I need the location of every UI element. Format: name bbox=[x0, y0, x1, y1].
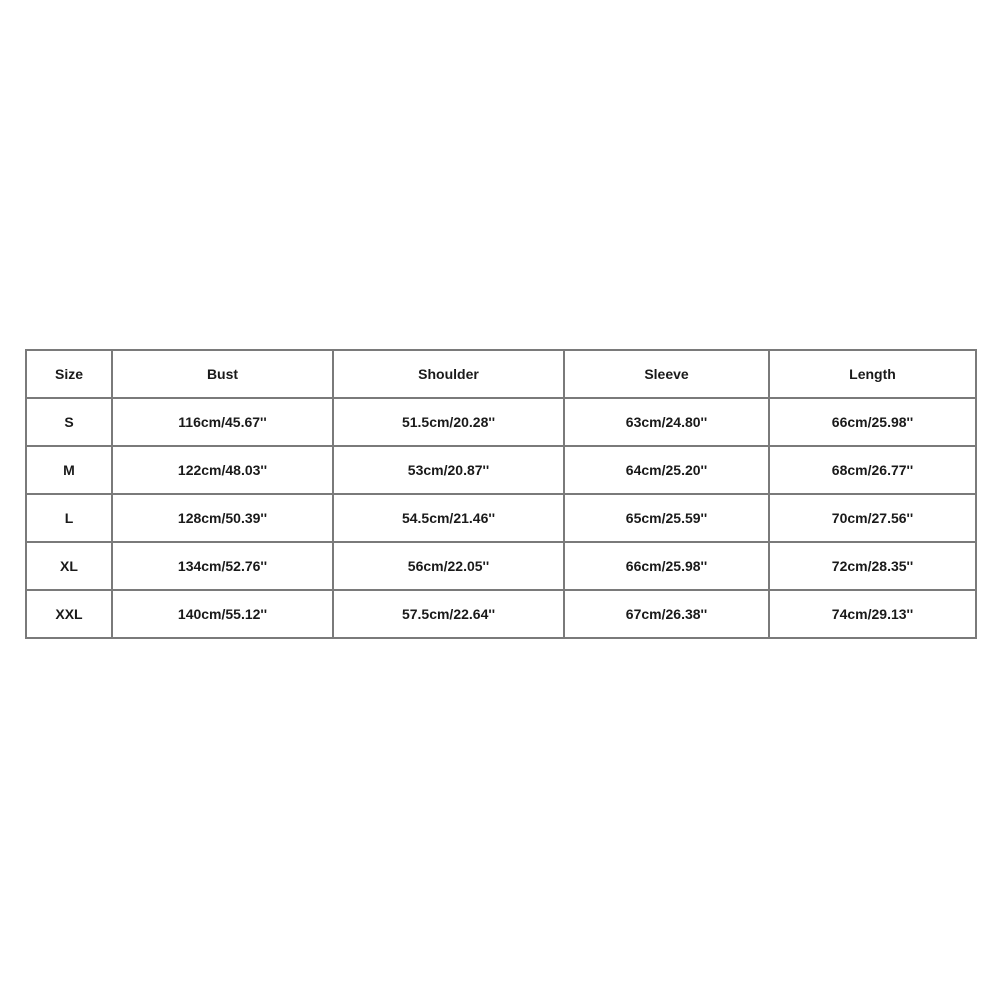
cell-sleeve: 66cm/25.98'' bbox=[564, 542, 769, 590]
cell-bust: 122cm/48.03'' bbox=[112, 446, 333, 494]
cell-bust: 128cm/50.39'' bbox=[112, 494, 333, 542]
cell-length: 70cm/27.56'' bbox=[769, 494, 976, 542]
table-row bbox=[26, 590, 976, 638]
size-chart-table bbox=[25, 349, 977, 639]
cell-bust: 140cm/55.12'' bbox=[112, 590, 333, 638]
header-bust: Bust bbox=[112, 350, 333, 398]
cell-sleeve: 65cm/25.59'' bbox=[564, 494, 769, 542]
table-row bbox=[26, 542, 976, 590]
cell-length: 74cm/29.13'' bbox=[769, 590, 976, 638]
cell-bust: 116cm/45.67'' bbox=[112, 398, 333, 446]
table-row bbox=[26, 398, 976, 446]
cell-sleeve: 63cm/24.80'' bbox=[564, 398, 769, 446]
header-sleeve: Sleeve bbox=[564, 350, 769, 398]
cell-size: XL bbox=[26, 542, 112, 590]
header-size: Size bbox=[26, 350, 112, 398]
table-row bbox=[26, 446, 976, 494]
table-header-row bbox=[26, 350, 976, 398]
cell-length: 72cm/28.35'' bbox=[769, 542, 976, 590]
cell-shoulder: 51.5cm/20.28'' bbox=[333, 398, 564, 446]
cell-shoulder: 53cm/20.87'' bbox=[333, 446, 564, 494]
cell-size: M bbox=[26, 446, 112, 494]
header-shoulder: Shoulder bbox=[333, 350, 564, 398]
cell-shoulder: 54.5cm/21.46'' bbox=[333, 494, 564, 542]
cell-sleeve: 64cm/25.20'' bbox=[564, 446, 769, 494]
cell-size: S bbox=[26, 398, 112, 446]
cell-shoulder: 56cm/22.05'' bbox=[333, 542, 564, 590]
table-row bbox=[26, 494, 976, 542]
cell-length: 68cm/26.77'' bbox=[769, 446, 976, 494]
cell-sleeve: 67cm/26.38'' bbox=[564, 590, 769, 638]
cell-bust: 134cm/52.76'' bbox=[112, 542, 333, 590]
cell-length: 66cm/25.98'' bbox=[769, 398, 976, 446]
cell-shoulder: 57.5cm/22.64'' bbox=[333, 590, 564, 638]
header-length: Length bbox=[769, 350, 976, 398]
cell-size: XXL bbox=[26, 590, 112, 638]
cell-size: L bbox=[26, 494, 112, 542]
